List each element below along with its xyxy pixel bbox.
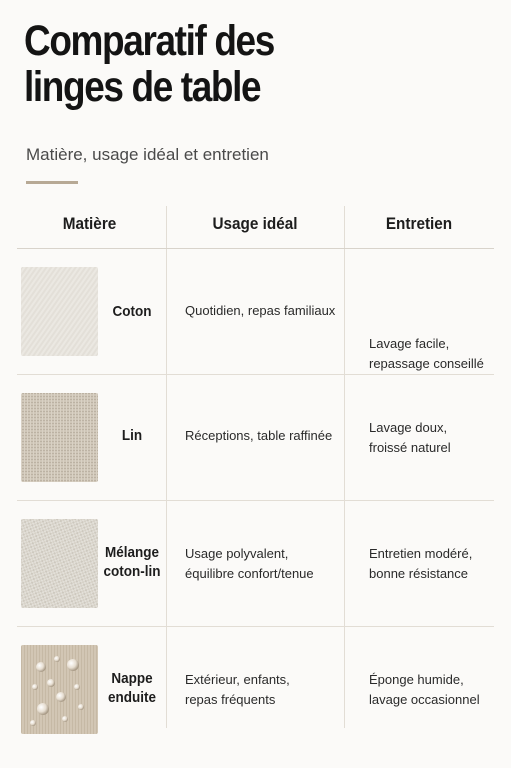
title-line-2: linges de table xyxy=(24,63,261,111)
title-line-1: Comparatif des xyxy=(24,17,274,65)
table-row xyxy=(17,501,494,627)
usage-cell xyxy=(185,301,345,321)
material-name xyxy=(102,543,161,581)
page-subtitle: Matière, usage idéal et entretien xyxy=(26,145,269,164)
care-cell xyxy=(369,334,504,374)
accent-divider xyxy=(26,181,78,184)
material-line: Mélange xyxy=(104,544,159,561)
table-row xyxy=(17,627,494,752)
cotton-swatch-image xyxy=(21,267,98,356)
usage-cell xyxy=(185,670,345,710)
material-name xyxy=(102,669,161,707)
usage-line: Quotidien, repas familiaux xyxy=(185,303,336,318)
care-line: froissé naturel xyxy=(369,440,451,455)
care-line: Éponge humide, xyxy=(369,672,464,687)
care-cell xyxy=(369,670,504,710)
blend-swatch-image xyxy=(21,519,98,608)
comparison-table xyxy=(17,206,494,752)
linen-swatch-image xyxy=(21,393,98,482)
care-line: bonne résistance xyxy=(369,566,469,581)
material-line: coton-lin xyxy=(103,563,161,580)
material-name xyxy=(102,426,161,445)
table-header xyxy=(17,206,494,249)
care-line: repassage conseillé xyxy=(369,356,484,371)
usage-line: Réceptions, table raffinée xyxy=(185,428,333,443)
material-line: Lin xyxy=(121,427,143,444)
coated-swatch-image xyxy=(21,645,98,734)
usage-cell xyxy=(185,544,345,584)
table-row xyxy=(17,375,494,501)
usage-line: Usage polyvalent, xyxy=(185,546,289,561)
page-title xyxy=(24,18,428,110)
table-row xyxy=(17,249,494,375)
material-name xyxy=(102,302,161,321)
column-header-usage: Usage idéal xyxy=(212,214,298,233)
care-line: Lavage doux, xyxy=(369,420,448,435)
usage-line: équilibre confort/tenue xyxy=(185,566,314,581)
column-header-material: Matière xyxy=(62,214,117,233)
column-header-care: Entretien xyxy=(385,214,453,233)
material-line: Nappe xyxy=(111,670,153,687)
care-line: Entretien modéré, xyxy=(369,546,473,561)
care-line: Lavage facile, xyxy=(369,336,450,351)
care-cell xyxy=(369,544,504,584)
care-line: lavage occasionnel xyxy=(369,692,480,707)
usage-line: repas fréquents xyxy=(185,692,276,707)
material-line: Coton xyxy=(112,303,152,320)
material-line: enduite xyxy=(107,689,157,706)
usage-line: Extérieur, enfants, xyxy=(185,672,290,687)
care-cell xyxy=(369,418,504,458)
usage-cell xyxy=(185,426,345,446)
